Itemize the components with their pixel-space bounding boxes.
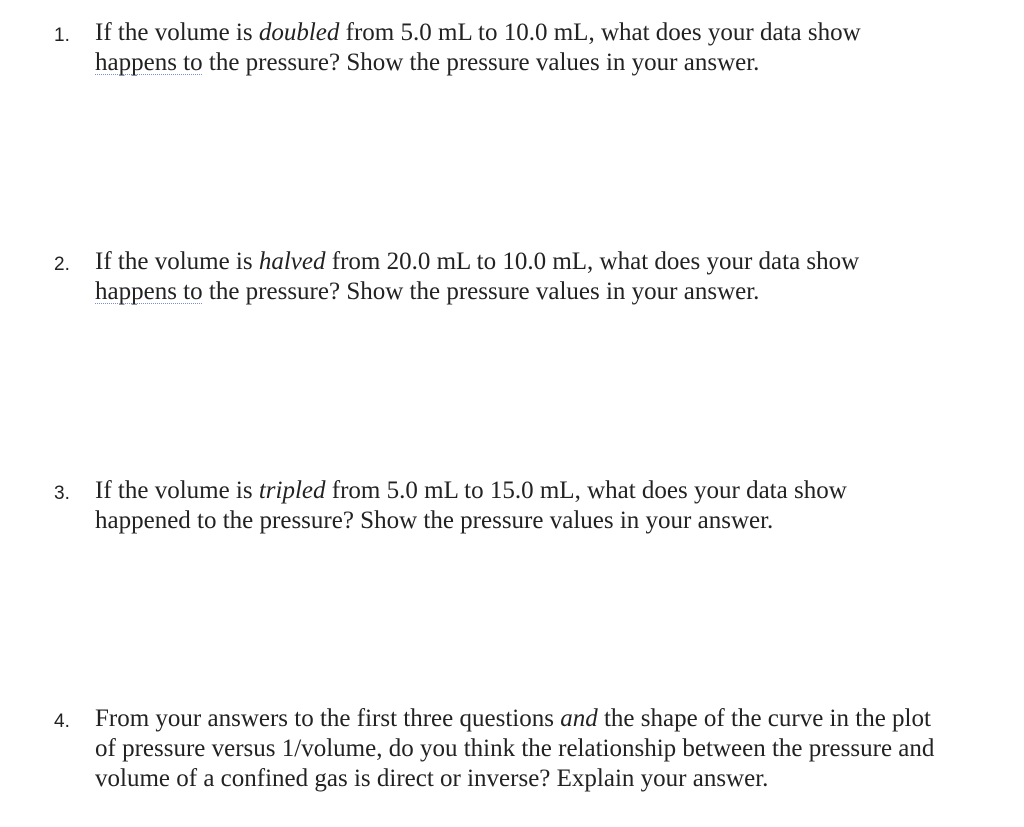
text-run: the pressure? Show the pressure values in your answer. xyxy=(202,278,760,305)
question-line xyxy=(95,247,995,277)
question-number: 1. xyxy=(54,25,70,46)
text-run: from 20.0 mL to 10.0 mL, what does your data show xyxy=(325,248,860,275)
question-text xyxy=(95,476,995,536)
question-line xyxy=(95,704,995,734)
question-line xyxy=(95,48,995,78)
text-run: If the volume is xyxy=(95,19,259,46)
emphasis-text: and xyxy=(560,705,598,732)
grammar-flagged-text[interactable]: happens to xyxy=(95,49,203,76)
emphasis-text: tripled xyxy=(258,477,326,504)
question-text xyxy=(95,18,995,78)
text-run: If the volume is xyxy=(95,477,259,504)
question-line: volume of a confined gas is direct or inverse? Explain your answer. xyxy=(95,765,769,792)
question-number: 4. xyxy=(54,711,70,732)
question-line xyxy=(95,476,995,506)
question-line xyxy=(95,18,995,48)
emphasis-text: doubled xyxy=(258,19,340,46)
question-line: of pressure versus 1/volume, do you think the relationship between the pressure and xyxy=(95,735,935,762)
text-run: the shape of the curve in the plot xyxy=(597,705,931,732)
text-run: the pressure? Show the pressure values in your answer. xyxy=(202,49,760,76)
emphasis-text: halved xyxy=(258,248,326,275)
grammar-flagged-text[interactable]: happens to xyxy=(95,278,203,305)
text-run: from 5.0 mL to 10.0 mL, what does your data show xyxy=(339,19,861,46)
text-run: from 5.0 mL to 15.0 mL, what does your data show xyxy=(325,477,847,504)
text-run: If the volume is xyxy=(95,248,259,275)
question-line: happened to the pressure? Show the pressure values in your answer. xyxy=(95,507,774,534)
question-line xyxy=(95,277,995,307)
question-number: 2. xyxy=(54,254,70,275)
question-text xyxy=(95,704,995,794)
question-number: 3. xyxy=(54,483,70,504)
text-run: From your answers to the first three questions xyxy=(95,705,561,732)
question-text xyxy=(95,247,995,307)
